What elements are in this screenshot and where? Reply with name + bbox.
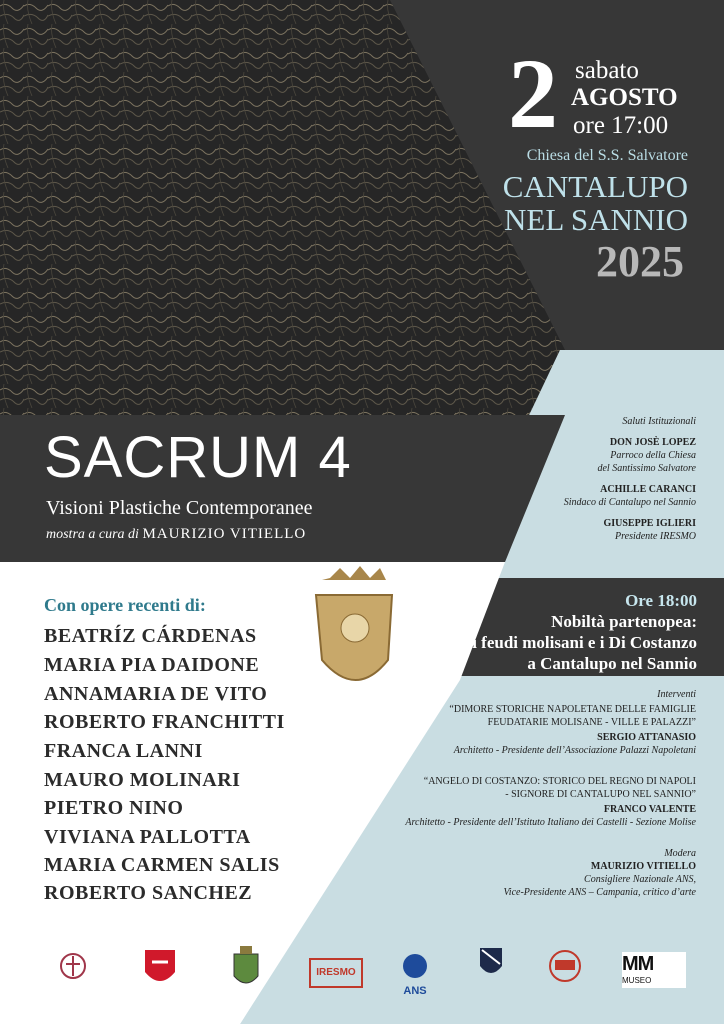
event-month: AGOSTO <box>571 84 678 111</box>
event-town-line1: CANTALUPO <box>502 169 688 204</box>
curator-prefix: mostra a cura di <box>46 527 139 542</box>
regione-molise-logo-icon <box>140 944 180 998</box>
speaker1-name: SERGIO ATTANASIO <box>597 732 696 743</box>
artist-name: ROBERTO SANCHEZ <box>44 882 253 904</box>
moderator-role2: Vice-Presidente ANS – Campania, critico d’arte <box>503 887 696 898</box>
event-time: ore 17:00 <box>573 112 669 139</box>
istituto-castelli-logo-icon <box>545 944 585 998</box>
talk1-line1: “DIMORE STORICHE NAPOLETANE DELLE FAMIGLIE <box>449 704 696 715</box>
conference-header <box>472 590 697 674</box>
museo-label: MUSEO <box>622 976 652 985</box>
speaker2-role: Architetto - Presidente dell’Istituto Italiano dei Castelli - Sezione Molise <box>405 817 696 828</box>
greeting-role-3: Presidente IRESMO <box>615 531 696 542</box>
artist-name: ROBERTO FRANCHITTI <box>44 711 285 733</box>
artist-name: FRANCA LANNI <box>44 740 203 762</box>
greeting-name-2: ACHILLE CARANCI <box>600 484 696 495</box>
greeting-name-1: DON JOSÈ LOPEZ <box>609 437 696 448</box>
interventi-block <box>336 688 696 899</box>
parish-logo-icon <box>58 944 88 998</box>
conference-time: Ore 18:00 <box>625 591 697 610</box>
ans-label: ANS <box>403 985 427 997</box>
artist-name: MARIA PIA DAIDONE <box>44 654 260 676</box>
artist-name: VIVIANA PALLOTTA <box>44 826 251 848</box>
artist-name: PIETRO NINO <box>44 797 184 819</box>
greeting-role-1b: del Santissimo Salvatore <box>597 463 696 474</box>
event-day-number: 2 <box>508 38 558 149</box>
conference-title-line1: Nobiltà partenopea: <box>551 612 697 631</box>
iresmo-logo: IRESMO <box>309 958 363 988</box>
exhibition-curator <box>46 526 306 543</box>
exhibition-subtitle: Visioni Plastiche Contemporanee <box>46 497 313 519</box>
conference-title-line3: a Cantalupo nel Sannio <box>527 654 697 673</box>
greetings-block <box>516 415 696 543</box>
moderator-label: Modera <box>664 848 696 859</box>
ans-globe-icon <box>392 952 438 980</box>
museo-logo <box>622 952 686 988</box>
greeting-name-3: GIUSEPPE IGLIERI <box>603 518 696 529</box>
museo-mm: MM <box>622 953 654 975</box>
greeting-role-2: Sindaco di Cantalupo nel Sannio <box>563 497 696 508</box>
event-year: 2025 <box>596 237 684 286</box>
speaker1-role: Architetto - Presidente dell’Associazione Palazzi Napoletani <box>453 745 696 756</box>
conference-title-line2: i feudi molisani e i Di Costanzo <box>472 633 697 652</box>
event-town-line2: NEL SANNIO <box>504 202 688 237</box>
moderator-role1: Consigliere Nazionale ANS, <box>584 874 696 885</box>
heraldic-logo-icon <box>476 944 506 998</box>
ans-logo <box>392 952 438 997</box>
artist-name: MAURO MOLINARI <box>44 769 241 791</box>
artist-name: ANNAMARIA DE VITO <box>44 683 268 705</box>
interventi-label: Interventi <box>657 689 696 700</box>
artist-name: MARIA CARMEN SALIS <box>44 854 280 876</box>
artists-heading: Con opere recenti di: <box>44 595 206 615</box>
moderator-name: MAURIZIO VITIELLO <box>590 861 696 872</box>
comune-logo-icon <box>226 944 266 998</box>
speaker2-name: FRANCO VALENTE <box>603 804 696 815</box>
curator-name: MAURIZIO VITIELLO <box>142 526 307 542</box>
greeting-role-1a: Parroco della Chiesa <box>610 450 696 461</box>
talk1-line2: FEUDATARIE MOLISANE - VILLE E PALAZZI” <box>487 717 696 728</box>
artist-name: BEATRÍZ CÁRDENAS <box>44 625 257 647</box>
talk2-line1: “ANGELO DI COSTANZO: STORICO DEL REGNO DI NAPOLI <box>423 776 696 787</box>
greetings-heading: Saluti Istituzionali <box>622 416 696 427</box>
event-weekday: sabato <box>575 57 639 84</box>
talk2-line2: - SIGNORE DI CANTALUPO NEL SANNIO” <box>505 789 696 800</box>
event-church: Chiesa del S.S. Salvatore <box>526 147 688 164</box>
exhibition-title: SACRUM 4 <box>44 425 352 490</box>
